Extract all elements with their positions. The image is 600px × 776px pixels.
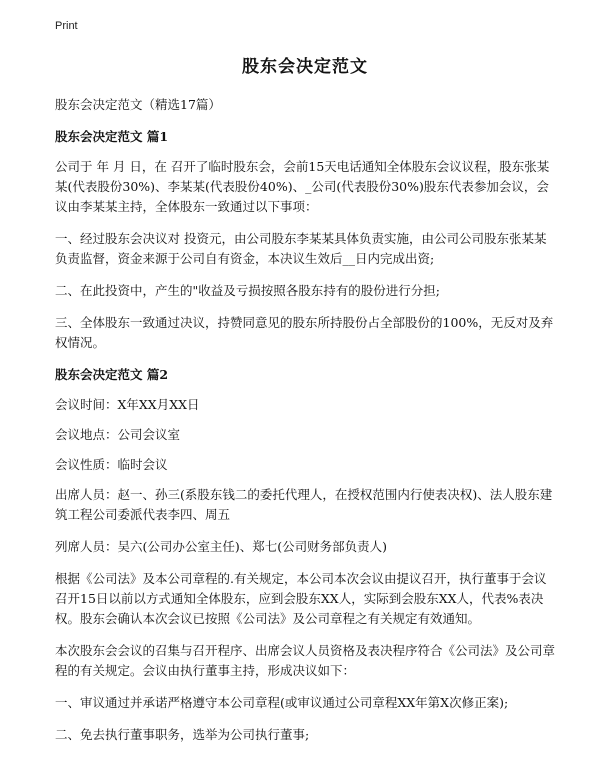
section-heading-2: 股东会决定范文 篇2	[55, 367, 169, 382]
section2-paragraph: 一、审议通过并承诺严格遵守本公司章程(或审议通过公司章程XX年第X次修正案);	[55, 695, 509, 710]
document-title: 股东会决定范文	[242, 57, 368, 77]
section2-paragraph: 会议时间：X年XX月XX日	[55, 397, 200, 412]
document-subtitle: 股东会决定范文（精选17篇）	[55, 97, 221, 112]
section1-paragraph: 二、在此投资中，产生的"收益及亏损按照各股东持有的股份进行分担;	[55, 283, 440, 298]
section2-paragraph: 本次股东会会议的召集与召开程序、出席会议人员资格及表决程序符合《公司法》及公司章程的有关规定。会议由执行董事主持，形成决议如下：	[55, 643, 556, 678]
section1-paragraph: 三、全体股东一致通过决议，持赞同意见的股东所持股份占全部股份的100%，无反对及弃权情况。	[55, 315, 554, 350]
print-link[interactable]: Print	[55, 20, 78, 32]
section-heading-1: 股东会决定范文 篇1	[55, 129, 169, 144]
section1-paragraph: 公司于 年 月 日，在 召开了临时股东会，会前15天电话通知全体股东会议议程，股东张某某(代表股份30%)、李某某(代表股份40%)、_公司(代表股份30%)股东代表参加会议，会议由李某某主持，全体股东一致通过以下事项：	[55, 159, 550, 214]
document-page	[55, 52, 555, 757]
section2-paragraph: 列席人员：吴六(公司办公室主任)、郑七(公司财务部负责人)	[55, 539, 388, 554]
section2-paragraph: 会议性质：临时会议	[55, 457, 168, 472]
section2-paragraph: 会议地点：公司会议室	[55, 427, 181, 442]
section2-paragraph: 出席人员：赵一、孙三(系股东钱二的委托代理人，在授权范围内行使表决权)、法人股东建筑工程公司委派代表李四、周五	[55, 487, 553, 522]
section1-paragraph: 一、经过股东会决议对 投资元，由公司股东李某某具体负责实施，由公司公司股东张某某负责监督，资金来源于公司自有资金，本决议生效后__日内完成出资;	[55, 231, 547, 266]
section2-paragraph: 二、免去执行董事职务，选举为公司执行董事;	[55, 727, 310, 742]
section2-paragraph: 根据《公司法》及本公司章程的.有关规定，本公司本次会议由提议召开，执行董事于会议召开15日以前以方式通知全体股东，应到会股东XX人，实际到会股东XX人，代表%表决权。股东会确认本次会议已按照《公司法》及公司章程之有关规定有效通知。	[55, 571, 547, 626]
